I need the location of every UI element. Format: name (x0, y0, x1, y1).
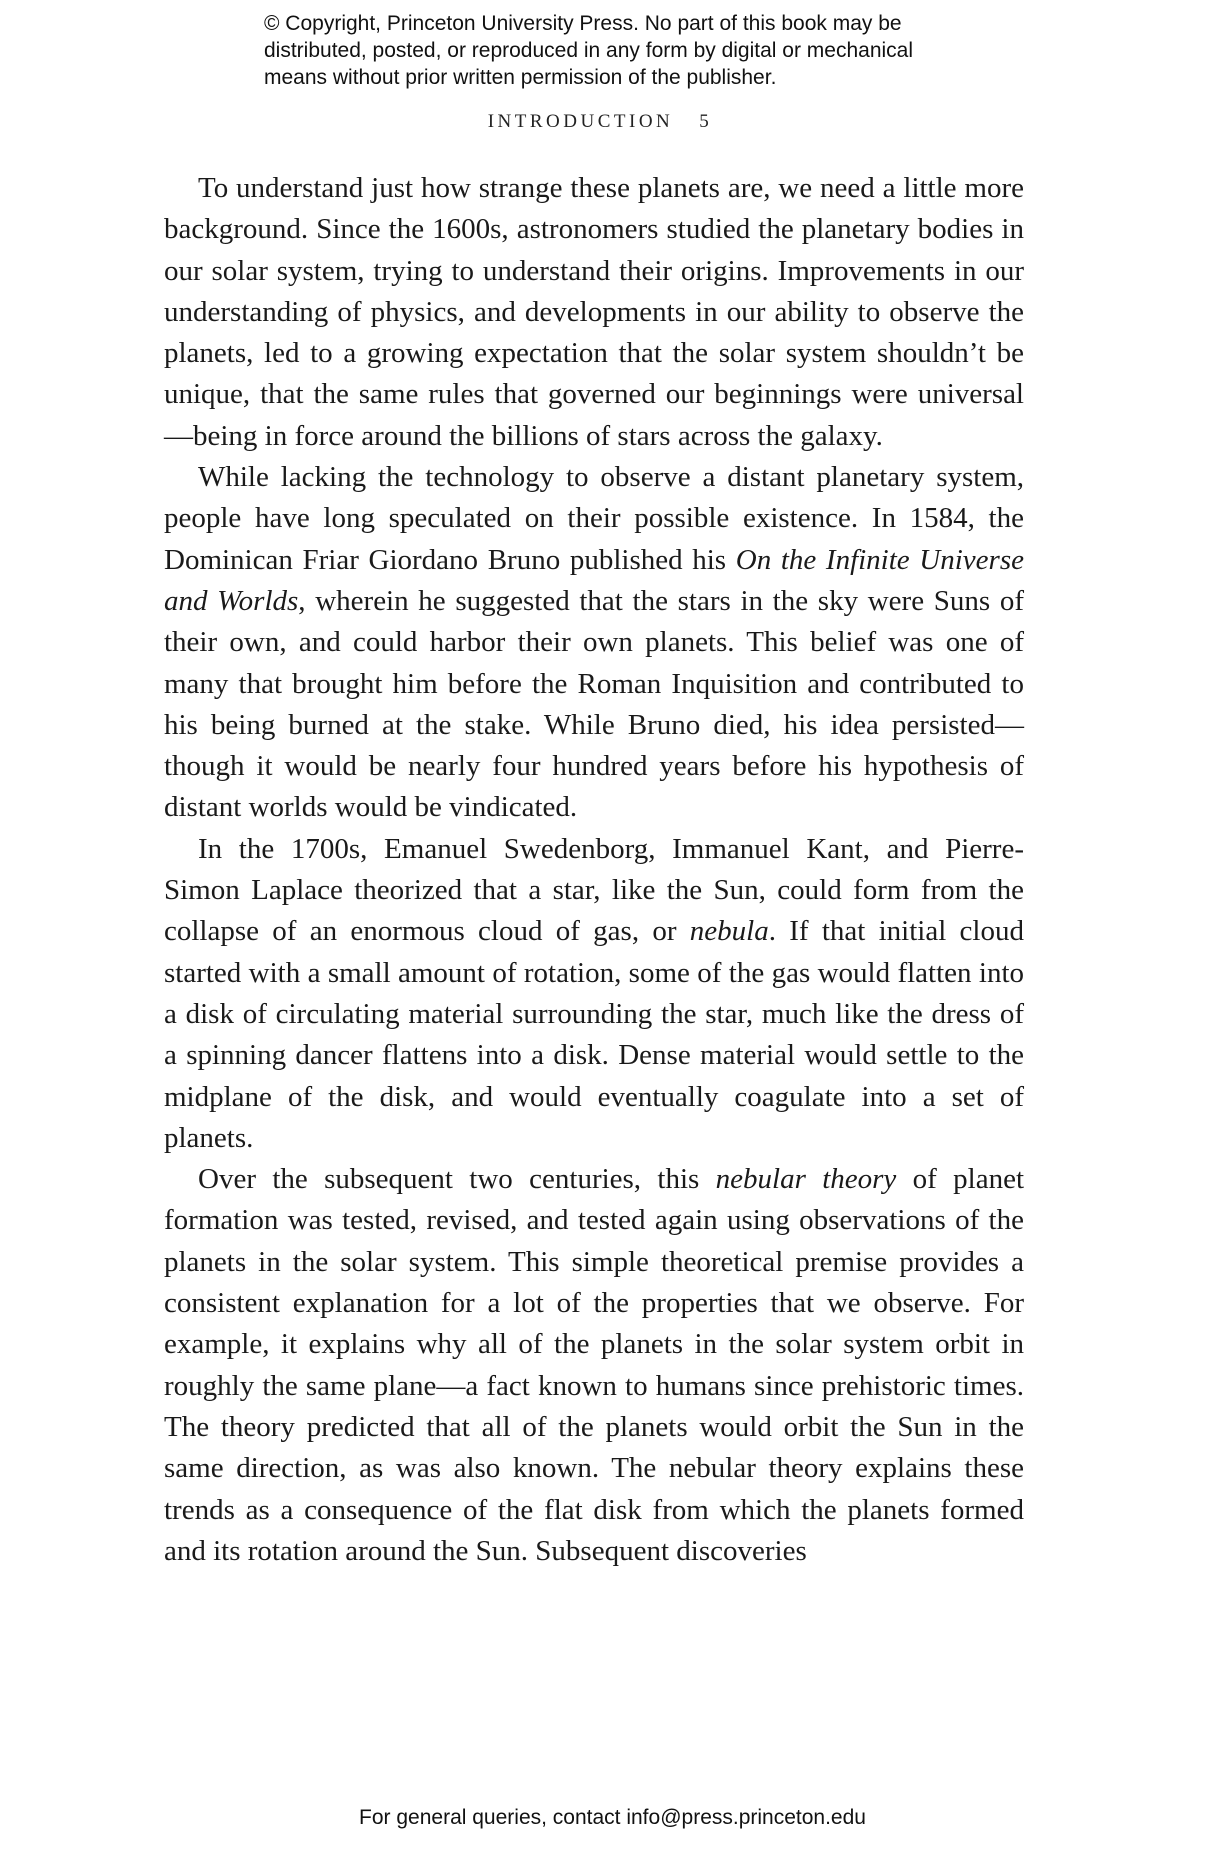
term-italic: nebular theory (715, 1163, 897, 1196)
paragraph (164, 168, 1024, 457)
paragraph-text: . If that initial cloud started with a small amount of rotation, some of the gas would flatten into a disk of circulating material surrounding the star, much like the dress of a spinning dancer flattens into a disk. Dense material would settle to the midplane of the disk, and would eventually coagulate into a set of planets. (164, 915, 1024, 1154)
paragraph-text: Over the subsequent two centuries, this (198, 1163, 716, 1196)
copyright-line: means without prior written permission of the publisher. (264, 66, 777, 89)
section-title: INTRODUCTION (487, 111, 674, 132)
copyright-notice (264, 10, 1024, 91)
paragraph (164, 1159, 1024, 1572)
running-head (0, 111, 1200, 133)
paragraph (164, 829, 1024, 1159)
page-number: 5 (699, 111, 713, 132)
paragraph-text: In the 1700s, Emanuel Swedenborg, Immanuel Kant, and Pierre-Simon Laplace theorized that a star, like the Sun, could form from the collapse of an enormous cloud of gas, or (164, 832, 1024, 948)
copyright-line: © Copyright, Princeton University Press. No part of this book may be (264, 12, 902, 35)
term-italic: nebula (689, 915, 769, 948)
paragraph-text: To understand just how strange these planets are, we need a little more background. Since the 1600s, astronomers studied the planetary bodies in our solar system, trying to understand their origins. Improvements in our understanding of physics, and developments in our ability to observe the planets, led to a growing expectation that the solar system shouldn’t be unique, that the same rules that governed our beginnings were universal—being in force around the billions of stars across the galaxy. (164, 172, 1024, 452)
footer-contact: For general queries, contact info@press.princeton.edu (359, 1806, 866, 1829)
paragraph-text: While lacking the technology to observe a distant planetary system, people have long speculated on their possible existence. In 1584, the Dominican Friar Giordano Bruno published his (164, 461, 1024, 576)
paragraph (164, 457, 1024, 829)
paragraph-text: , wherein he suggested that the stars in the sky were Suns of their own, and could harbor their own planets. This belief was one of many that brought him before the Roman Inquisition and contributed to his being burned at the stake. While Bruno died, his idea persisted—though it would be nearly four hundred years before his hypothesis of distant worlds would be vindicated. (164, 584, 1024, 824)
book-title-italic: On the Infinite Universe and Worlds (164, 543, 1024, 617)
body-text (164, 168, 1024, 1572)
paragraph-text: of planet formation was tested, revised, and tested again using observations of the planets in the solar system. This simple theoretical premise provides a consistent explanation for a lot of the properties that we observe. For example, it explains why all of the planets in the solar system orbit in roughly the same plane—a fact known to humans since prehistoric times. The theory predicted that all of the planets would orbit the Sun in the same direction, as was also known. The nebular theory explains these trends as a consequence of the flat disk from which the planets formed and its rotation around the Sun. Subsequent discoveries (164, 1163, 1025, 1567)
copyright-line: distributed, posted, or reproduced in any form by digital or mechanical (264, 39, 914, 62)
